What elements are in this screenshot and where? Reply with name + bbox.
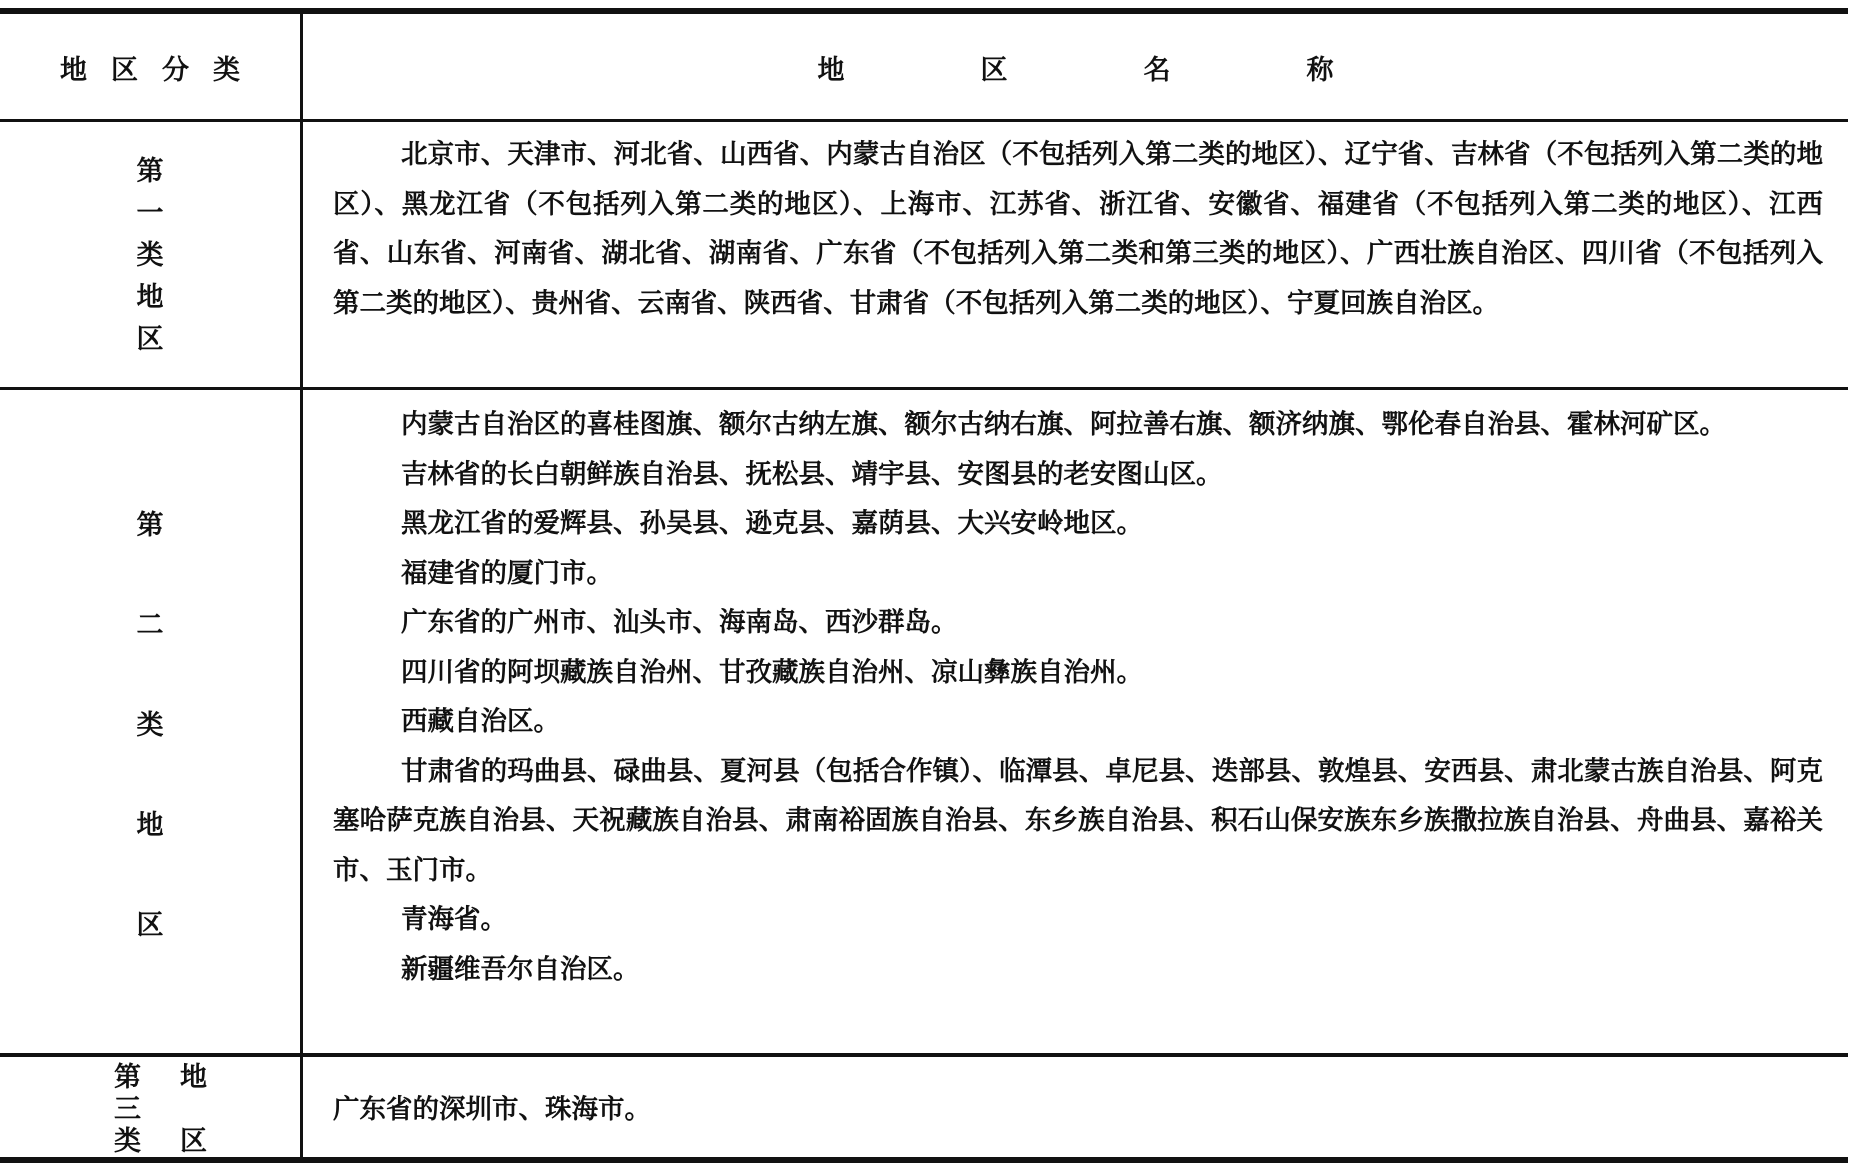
category-3-line bbox=[100, 1126, 230, 1158]
row-3-content bbox=[333, 1085, 1823, 1135]
paragraph: 广东省的广州市、汕头市、海南岛、西沙群岛。 bbox=[401, 607, 958, 638]
paragraph: 甘肃省的玛曲县、碌曲县、夏河县（包括合作镇）、临潭县、卓尼县、迭部县、敦煌县、安西县、肃北蒙古族自治县、阿克塞哈萨克族自治县、天祝藏族自治县、肃南裕固族自治县、东乡族自治县、积石山保安族东乡族撒拉族自治县、舟曲县、嘉裕关市、玉门市。 bbox=[333, 755, 1823, 886]
row-2-content bbox=[333, 400, 1823, 994]
paragraph: 黑龙江省的爱辉县、孙吴县、逊克县、嘉荫县、大兴安岭地区。 bbox=[401, 508, 1143, 539]
category-3-char: 第 bbox=[114, 1062, 141, 1093]
paragraph: 新疆维吾尔自治区。 bbox=[401, 953, 640, 985]
paragraph: 北京市、天津市、河北省、山西省、内蒙古自治区（不包括列入第二类的地区）、辽宁省、吉林省（不包括列入第二类的地区）、黑龙江省（不包括列入第二类的地区）、上海市、江苏省、浙江省、安徽省、福建省（不包括列入第二类的地区）、江西省、山东省、河南省、湖北省、湖南省、广东省（不包括列入第二类和第三类的地区）、广西壮族自治区、四川省（不包括列入第二类的地区）、贵州省、云南省、陕西省、甘肃省（不包括列入第二类的地区）、宁夏回族自治区。 bbox=[333, 139, 1823, 319]
paragraph: 西藏自治区。 bbox=[401, 706, 560, 737]
table-top-rule bbox=[0, 8, 1848, 14]
paragraph: 广东省的深圳市、珠海市。 bbox=[333, 1094, 651, 1125]
category-2-char: 地 bbox=[136, 810, 164, 841]
row-divider-1 bbox=[0, 387, 1848, 390]
category-1 bbox=[0, 158, 300, 368]
category-3-line bbox=[100, 1094, 230, 1126]
column-divider bbox=[300, 14, 303, 1157]
category-1-char: 地 bbox=[136, 282, 164, 313]
row-divider-2 bbox=[0, 1053, 1848, 1057]
category-1-char: 一 bbox=[136, 198, 164, 229]
paragraph: 四川省的阿坝藏族自治州、甘孜藏族自治州、凉山彝族自治州。 bbox=[401, 656, 1143, 688]
category-3-char: 区 bbox=[180, 1126, 207, 1157]
paragraph: 吉林省的长白朝鲜族自治县、抚松县、靖宇县、安图县的老安图山区。 bbox=[401, 458, 1223, 490]
category-2-char: 第 bbox=[136, 510, 164, 541]
category-2-char: 二 bbox=[136, 610, 164, 641]
category-3 bbox=[100, 1062, 230, 1158]
paragraph: 福建省的厦门市。 bbox=[401, 557, 613, 589]
category-3-char: 三 bbox=[114, 1094, 141, 1125]
category-1-char: 区 bbox=[136, 324, 164, 355]
paragraph: 青海省。 bbox=[401, 904, 507, 935]
category-1-char: 第 bbox=[136, 156, 164, 187]
category-3-line bbox=[100, 1062, 230, 1094]
category-3-char: 类 bbox=[114, 1126, 141, 1157]
paragraph: 内蒙古自治区的喜桂图旗、额尔古纳左旗、额尔古纳右旗、阿拉善右旗、额济纳旗、鄂伦春自治县、霍林河矿区。 bbox=[401, 409, 1726, 440]
category-1-char: 类 bbox=[136, 240, 164, 271]
header-category: 地区分类 bbox=[60, 55, 264, 86]
table-header-rule bbox=[0, 119, 1848, 122]
category-2-char: 区 bbox=[136, 910, 164, 941]
category-2 bbox=[0, 512, 300, 1012]
category-3-char: 地 bbox=[180, 1062, 207, 1093]
header-name: 地区名称 bbox=[817, 55, 1470, 86]
row-1-content bbox=[333, 130, 1823, 328]
category-2-char: 类 bbox=[136, 710, 164, 741]
table-bottom-rule bbox=[0, 1157, 1848, 1163]
